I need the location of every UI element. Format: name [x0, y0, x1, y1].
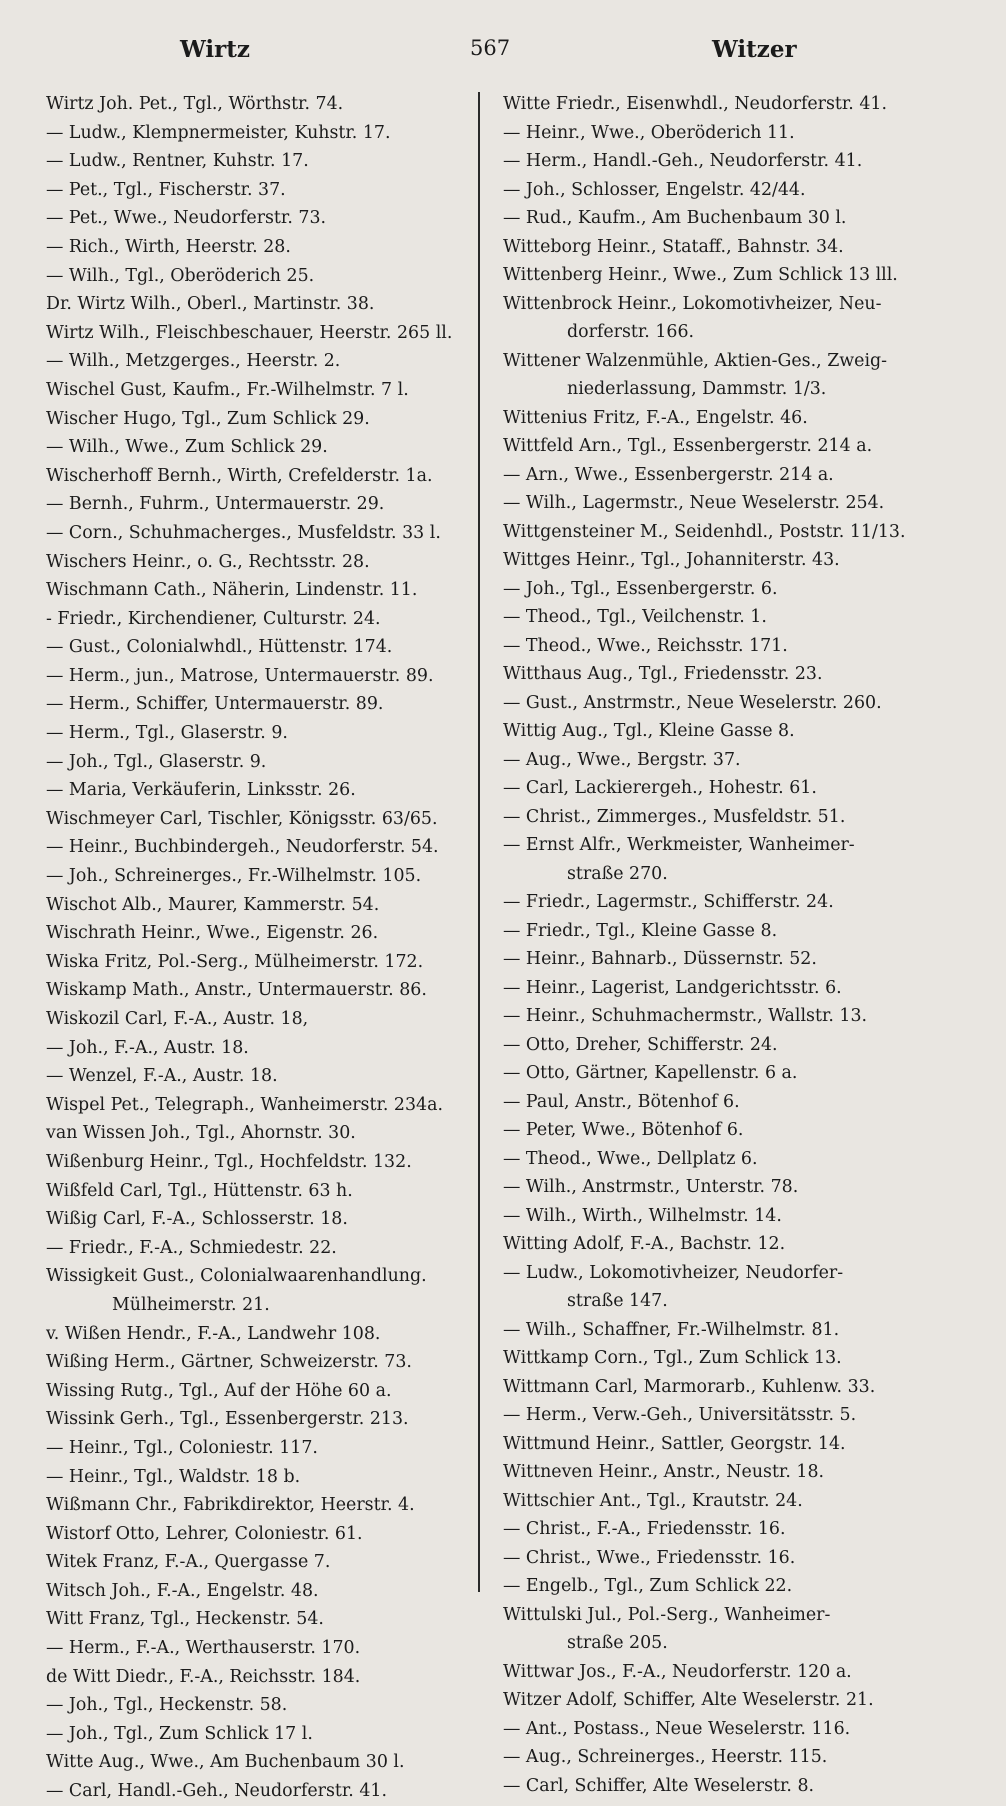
directory-entry: [503, 917, 963, 946]
entry-text: - Friedr., Kirchendiener, Culturstr. 24.: [46, 608, 381, 629]
directory-entry: [503, 1059, 963, 1088]
directory-entry: [503, 489, 963, 518]
entry-text: Witte Friedr., Eisenwhdl., Neudorferstr. 41.: [503, 94, 888, 114]
directory-entry: [46, 948, 506, 977]
directory-entry: [46, 1034, 506, 1063]
directory-entry: [503, 1316, 963, 1345]
directory-entry: [503, 1230, 963, 1259]
entry-text: — Herm., F.-A., Werthauserstr. 170.: [46, 1638, 361, 1659]
directory-entry: [503, 1373, 963, 1402]
directory-entry: [503, 518, 963, 547]
directory-entry: [46, 919, 506, 948]
directory-entry: [46, 233, 506, 262]
entry-text: — Friedr., Lagermstr., Schifferstr. 24.: [503, 892, 834, 912]
entry-text: — Peter, Wwe., Bötenhof 6.: [503, 1120, 744, 1140]
entry-text: Wispel Pet., Telegraph., Wanheimerstr. 234a.: [46, 1094, 444, 1115]
directory-entry: [503, 689, 963, 718]
directory-entry: [46, 519, 506, 548]
entry-text: Wißmann Chr., Fabrikdirektor, Heerstr. 4.: [46, 1495, 415, 1516]
directory-entry: [503, 1259, 963, 1316]
entry-text: — Aug., Wwe., Bergstr. 37.: [503, 749, 741, 770]
entry-text: de Witt Diedr., F.-A., Reichsstr. 184.: [46, 1666, 361, 1687]
directory-entry: [46, 1548, 506, 1577]
entry-text: — Joh., Schreinerges., Fr.-Wilhelmstr. 105.: [46, 866, 422, 887]
entry-text: — Gust., Colonialwhdl., Hüttenstr. 174.: [46, 637, 393, 658]
directory-entry: [503, 233, 963, 262]
directory-entry: [503, 660, 963, 689]
directory-entry: [46, 605, 506, 634]
entry-text: — Joh., Schlosser, Engelstr. 42/44.: [503, 179, 806, 200]
directory-entry: [503, 746, 963, 775]
directory-entry: [46, 90, 506, 119]
entry-text: Witek Franz, F.-A., Quergasse 7.: [46, 1552, 331, 1573]
directory-entry: [503, 1515, 963, 1544]
entry-text: — Christ., Wwe., Friedensstr. 16.: [503, 1547, 796, 1568]
entry-text: — Wilh., Schaffner, Fr.-Wilhelmstr. 81.: [503, 1319, 840, 1340]
entry-text: — Theod., Tgl., Veilchenstr. 1.: [503, 607, 767, 627]
entry-text: — Wenzel, F.-A., Austr. 18.: [46, 1066, 278, 1087]
left-column: [46, 90, 506, 1806]
directory-entry: [503, 1458, 963, 1487]
entry-text: — Wilh., Lagermstr., Neue Weselerstr. 254.: [503, 493, 885, 513]
directory-entry: [503, 1088, 963, 1117]
entry-text: Wittgensteiner M., Seidenhdl., Poststr. 11/13.: [503, 521, 906, 542]
directory-entry: [503, 1601, 963, 1658]
directory-entry: [46, 376, 506, 405]
directory-entry: [46, 1234, 506, 1263]
entry-text: Wißig Carl, F.-A., Schlosserstr. 18.: [46, 1209, 348, 1230]
directory-entry: [503, 432, 963, 461]
entry-text: Wirtz Wilh., Fleischbeschauer, Heerstr. 265 ll.: [46, 322, 453, 343]
directory-entry: [503, 1116, 963, 1145]
directory-entry: [503, 1002, 963, 1031]
directory-entry: [46, 776, 506, 805]
directory-entry: [503, 1544, 963, 1573]
directory-entry: [46, 262, 506, 291]
entry-text: — Heinr., Lagerist, Landgerichtsstr. 6.: [503, 977, 842, 998]
entry-text: Wittmund Heinr., Sattler, Georgstr. 14.: [503, 1433, 846, 1454]
directory-entry: [46, 548, 506, 577]
entry-text: — Ludw., Lokomotivheizer, Neudorfer-: [503, 1262, 844, 1283]
entry-text: — Carl, Lackierergeh., Hohestr. 61.: [503, 778, 817, 798]
directory-entry: [503, 1401, 963, 1430]
column-divider: [478, 92, 480, 1592]
directory-entry: [503, 90, 963, 119]
entry-text: Witte Aug., Wwe., Am Buchenbaum 30 l.: [46, 1752, 405, 1773]
entry-text: Wittschier Ant., Tgl., Krautstr. 24.: [503, 1490, 803, 1511]
entry-text: Wiskozil Carl, F.-A., Austr. 18,: [46, 1009, 309, 1029]
directory-entry: [46, 1577, 506, 1606]
entry-text: — Heinr., Tgl., Waldstr. 18 b.: [46, 1466, 301, 1487]
entry-text: — Wilh., Tgl., Oberöderich 25.: [46, 265, 315, 286]
entry-text: Wischerhoff Bernh., Wirth, Crefelderstr. 1a.: [46, 465, 433, 486]
entry-text: Wischmeyer Carl, Tischler, Königsstr. 63/65.: [46, 808, 438, 829]
directory-entry: [503, 1430, 963, 1459]
directory-entry: [46, 1691, 506, 1720]
entry-text: — Ludw., Rentner, Kuhstr. 17.: [46, 151, 309, 172]
entry-text: — Heinr., Bahnarb., Düssernstr. 52.: [503, 949, 817, 969]
directory-entry: [503, 147, 963, 176]
directory-entry: [46, 1119, 506, 1148]
directory-entry: [503, 1686, 963, 1715]
page-number: 567: [470, 36, 511, 60]
directory-entry: [46, 1463, 506, 1492]
entry-continuation: straße 270.: [567, 863, 668, 884]
directory-entry: [46, 805, 506, 834]
directory-entry: [46, 290, 506, 319]
entry-text: van Wissen Joh., Tgl., Ahornstr. 30.: [46, 1123, 356, 1144]
directory-entry: [503, 632, 963, 661]
entry-text: — Christ., F.-A., Friedensstr. 16.: [503, 1519, 786, 1539]
directory-entry: [46, 633, 506, 662]
directory-entry: [46, 976, 506, 1005]
entry-text: — Heinr., Tgl., Coloniestr. 117.: [46, 1437, 318, 1458]
entry-text: — Ernst Alfr., Werkmeister, Wanheimer-: [503, 835, 855, 855]
directory-entry: [46, 1205, 506, 1234]
directory-entry: [503, 945, 963, 974]
entry-text: — Joh., Tgl., Glaserstr. 9.: [46, 751, 267, 772]
entry-text: Wittneven Heinr., Anstr., Neustr. 18.: [503, 1462, 825, 1482]
directory-entry: [503, 774, 963, 803]
entry-text: — Carl, Handl.-Geh., Neudorferstr. 41.: [46, 1781, 388, 1802]
directory-entry: [503, 176, 963, 205]
directory-entry: [46, 1062, 506, 1091]
directory-entry: [46, 462, 506, 491]
entry-text: Wißing Herm., Gärtner, Schweizerstr. 73.: [46, 1352, 412, 1373]
entry-text: — Pet., Tgl., Fischerstr. 37.: [46, 179, 286, 200]
directory-entry: [46, 1491, 506, 1520]
entry-text: — Herm., jun., Matrose, Untermauerstr. 89.: [46, 665, 434, 686]
entry-text: — Herm., Schiffer, Untermauerstr. 89.: [46, 694, 384, 715]
directory-entry: [46, 1091, 506, 1120]
directory-entry: [46, 1605, 506, 1634]
directory-entry: [46, 319, 506, 348]
entry-text: — Theod., Wwe., Dellplatz 6.: [503, 1148, 758, 1169]
directory-entry: [46, 1262, 506, 1319]
entry-text: Witteborg Heinr., Stataff., Bahnstr. 34.: [503, 236, 844, 257]
entry-text: — Wilh., Metzgerges., Heerstr. 2.: [46, 351, 341, 372]
entry-text: Wittenius Fritz, F.-A., Engelstr. 46.: [503, 407, 808, 428]
entry-text: — Rich., Wirth, Heerstr. 28.: [46, 236, 291, 257]
directory-entry: [503, 261, 963, 290]
entry-text: Wittges Heinr., Tgl., Johanniterstr. 43.: [503, 550, 840, 570]
directory-entry: [46, 1520, 506, 1549]
entry-text: Wissing Rutg., Tgl., Auf der Höhe 60 a.: [46, 1380, 392, 1401]
directory-entry: [46, 1320, 506, 1349]
directory-entry: [46, 119, 506, 148]
directory-entry: [503, 204, 963, 233]
entry-text: Wittenbrock Heinr., Lokomotivheizer, Neu-: [503, 293, 882, 314]
entry-text: Witthaus Aug., Tgl., Friedensstr. 23.: [503, 664, 823, 684]
directory-entry: [46, 1348, 506, 1377]
entry-text: — Rud., Kaufm., Am Buchenbaum 30 l.: [503, 208, 847, 228]
directory-entry: [46, 204, 506, 233]
entry-text: Wischot Alb., Maurer, Kammerstr. 54.: [46, 894, 380, 915]
directory-entry: [46, 748, 506, 777]
entry-text: — Heinr., Buchbindergeh., Neudorferstr. 54.: [46, 837, 439, 858]
directory-entry: [46, 1405, 506, 1434]
directory-entry: [503, 546, 963, 575]
entry-text: — Gust., Anstrmstr., Neue Weselerstr. 260.: [503, 692, 882, 713]
entry-text: Wiskamp Math., Anstr., Untermauerstr. 86.: [46, 980, 427, 1001]
entry-text: — Wilh., Anstrmstr., Unterstr. 78.: [503, 1177, 799, 1197]
directory-entry: [46, 405, 506, 434]
directory-entry: [503, 575, 963, 604]
directory-entry: [46, 490, 506, 519]
entry-text: Wittulski Jul., Pol.-Serg., Wanheimer-: [503, 1604, 831, 1625]
entry-text: — Joh., Tgl., Essenbergerstr. 6.: [503, 578, 778, 599]
entry-text: — Herm., Verw.-Geh., Universitätsstr. 5.: [503, 1405, 857, 1425]
entry-text: Witzer Adolf, Schiffer, Alte Weselerstr. 21.: [503, 1690, 874, 1710]
directory-entry: [503, 974, 963, 1003]
directory-entry: [503, 461, 963, 490]
entry-text: Wißenburg Heinr., Tgl., Hochfeldstr. 132.: [46, 1151, 412, 1172]
directory-entry: [46, 662, 506, 691]
directory-entry: [46, 176, 506, 205]
directory-entry: [46, 1148, 506, 1177]
entry-text: — Pet., Wwe., Neudorferstr. 73.: [46, 208, 327, 229]
directory-entry: [503, 1145, 963, 1174]
entry-text: Dr. Wirtz Wilh., Oberl., Martinstr. 38.: [46, 294, 375, 315]
entry-text: Wittenberg Heinr., Wwe., Zum Schlick 13 lll.: [503, 265, 898, 285]
directory-entry: [46, 719, 506, 748]
entry-text: — Herm., Handl.-Geh., Neudorferstr. 41.: [503, 151, 863, 171]
directory-entry: [46, 347, 506, 376]
directory-entry: [46, 147, 506, 176]
entry-text: — Maria, Verkäuferin, Linksstr. 26.: [46, 780, 356, 801]
entry-text: Witting Adolf, F.-A., Bachstr. 12.: [503, 1234, 786, 1254]
directory-entry: [503, 603, 963, 632]
directory-entry: [503, 888, 963, 917]
entry-text: — Arn., Wwe., Essenbergerstr. 214 a.: [503, 464, 834, 485]
directory-entry: [46, 1777, 506, 1806]
entry-text: Wissigkeit Gust., Colonialwaarenhandlung.: [46, 1266, 427, 1287]
entry-text: Wischer Hugo, Tgl., Zum Schlick 29.: [46, 408, 370, 429]
entry-continuation: dorferstr. 166.: [567, 322, 695, 342]
entry-text: Wischel Gust, Kaufm., Fr.-Wilhelmstr. 7 l.: [46, 379, 409, 400]
entry-text: — Christ., Zimmerges., Musfeldstr. 51.: [503, 806, 846, 827]
directory-entry: [46, 891, 506, 920]
header-left-keyword: Wirtz: [180, 36, 250, 63]
right-column: [503, 90, 963, 1800]
directory-entry: [46, 1663, 506, 1692]
directory-entry: [46, 1434, 506, 1463]
directory-entry: [503, 1173, 963, 1202]
directory-entry: [503, 1572, 963, 1601]
directory-entry: [46, 433, 506, 462]
entry-text: — Otto, Dreher, Schifferstr. 24.: [503, 1034, 778, 1055]
directory-entry: [46, 1748, 506, 1777]
entry-text: Wischrath Heinr., Wwe., Eigenstr. 26.: [46, 923, 379, 944]
entry-text: — Paul, Anstr., Bötenhof 6.: [503, 1091, 740, 1112]
entry-text: Wißfeld Carl, Tgl., Hüttenstr. 63 h.: [46, 1180, 353, 1201]
directory-entry: [46, 833, 506, 862]
directory-entry: [46, 862, 506, 891]
directory-entry: [503, 717, 963, 746]
entry-text: — Friedr., F.-A., Schmiedestr. 22.: [46, 1237, 337, 1258]
entry-text: — Heinr., Wwe., Oberöderich 11.: [503, 122, 795, 143]
entry-text: — Herm., Tgl., Glaserstr. 9.: [46, 723, 288, 744]
directory-entry: [46, 690, 506, 719]
page-header: [0, 36, 1006, 76]
entry-text: — Ant., Postass., Neue Weselerstr. 116.: [503, 1718, 851, 1739]
entry-text: v. Wißen Hendr., F.-A., Landwehr 108.: [46, 1323, 381, 1344]
entry-text: — Joh., Tgl., Heckenstr. 58.: [46, 1695, 288, 1716]
directory-entry: [46, 1377, 506, 1406]
entry-text: — Ludw., Klempnermeister, Kuhstr. 17.: [46, 122, 391, 143]
directory-entry: [503, 1031, 963, 1060]
entry-text: Wittig Aug., Tgl., Kleine Gasse 8.: [503, 721, 795, 741]
directory-entry: [46, 1720, 506, 1749]
entry-text: — Theod., Wwe., Reichsstr. 171.: [503, 635, 788, 656]
directory-entry: [46, 1634, 506, 1663]
entry-text: — Wilh., Wirth., Wilhelmstr. 14.: [503, 1205, 782, 1226]
directory-entry: [503, 831, 963, 888]
entry-text: Witt Franz, Tgl., Heckenstr. 54.: [46, 1609, 324, 1630]
header-right-keyword: Witzer: [712, 36, 797, 63]
entry-text: Wittfeld Arn., Tgl., Essenbergerstr. 214 a.: [503, 436, 873, 456]
entry-text: — Engelb., Tgl., Zum Schlick 22.: [503, 1576, 793, 1596]
entry-text: — Friedr., Tgl., Kleine Gasse 8.: [503, 920, 778, 941]
entry-text: Wissink Gerh., Tgl., Essenbergerstr. 213.: [46, 1409, 409, 1430]
entry-text: — Carl, Schiffer, Alte Weselerstr. 8.: [503, 1775, 815, 1796]
entry-text: Wittener Walzenmühle, Aktien-Ges., Zweig-: [503, 350, 888, 371]
directory-entry: [503, 404, 963, 433]
directory-entry: [46, 1177, 506, 1206]
entry-text: — Otto, Gärtner, Kapellenstr. 6 a.: [503, 1063, 798, 1083]
directory-entry: [503, 1344, 963, 1373]
entry-continuation: Mülheimerstr. 21.: [112, 1294, 270, 1315]
entry-text: Wittwar Jos., F.-A., Neudorferstr. 120 a.: [503, 1661, 852, 1682]
entry-text: — Aug., Schreinerges., Heerstr. 115.: [503, 1747, 828, 1767]
entry-text: — Joh., F.-A., Austr. 18.: [46, 1037, 249, 1058]
directory-entry: [503, 1772, 963, 1801]
directory-entry: [503, 1487, 963, 1516]
directory-entry: [46, 1005, 506, 1034]
entry-text: Wiska Fritz, Pol.-Serg., Mülheimerstr. 172.: [46, 951, 424, 972]
directory-entry: [503, 1743, 963, 1772]
entry-text: Wistorf Otto, Lehrer, Coloniestr. 61.: [46, 1523, 363, 1544]
entry-continuation: straße 147.: [567, 1291, 668, 1311]
directory-entry: [503, 119, 963, 148]
entry-text: Wischmann Cath., Näherin, Lindenstr. 11.: [46, 580, 418, 601]
directory-entry: [503, 1715, 963, 1744]
directory-entry: [503, 1658, 963, 1687]
directory-entry: [503, 803, 963, 832]
entry-continuation: straße 205.: [567, 1633, 668, 1653]
directory-entry: [503, 1202, 963, 1231]
entry-text: Wittkamp Corn., Tgl., Zum Schlick 13.: [503, 1348, 842, 1368]
directory-entry: [503, 347, 963, 404]
directory-entry: [46, 576, 506, 605]
entry-text: — Bernh., Fuhrm., Untermauerstr. 29.: [46, 494, 385, 515]
entry-text: — Wilh., Wwe., Zum Schlick 29.: [46, 437, 328, 458]
entry-text: — Corn., Schuhmacherges., Musfeldstr. 33 l.: [46, 522, 441, 543]
directory-entry: [503, 290, 963, 347]
entry-text: — Heinr., Schuhmachermstr., Wallstr. 13.: [503, 1006, 868, 1026]
entry-text: Wittmann Carl, Marmorarb., Kuhlenw. 33.: [503, 1376, 876, 1397]
entry-text: Witsch Joh., F.-A., Engelstr. 48.: [46, 1580, 319, 1601]
entry-text: Wischers Heinr., o. G., Rechtsstr. 28.: [46, 551, 370, 572]
entry-text: Wirtz Joh. Pet., Tgl., Wörthstr. 74.: [46, 94, 344, 114]
entry-text: — Joh., Tgl., Zum Schlick 17 l.: [46, 1723, 313, 1744]
entry-continuation: niederlassung, Dammstr. 1/3.: [567, 379, 827, 399]
